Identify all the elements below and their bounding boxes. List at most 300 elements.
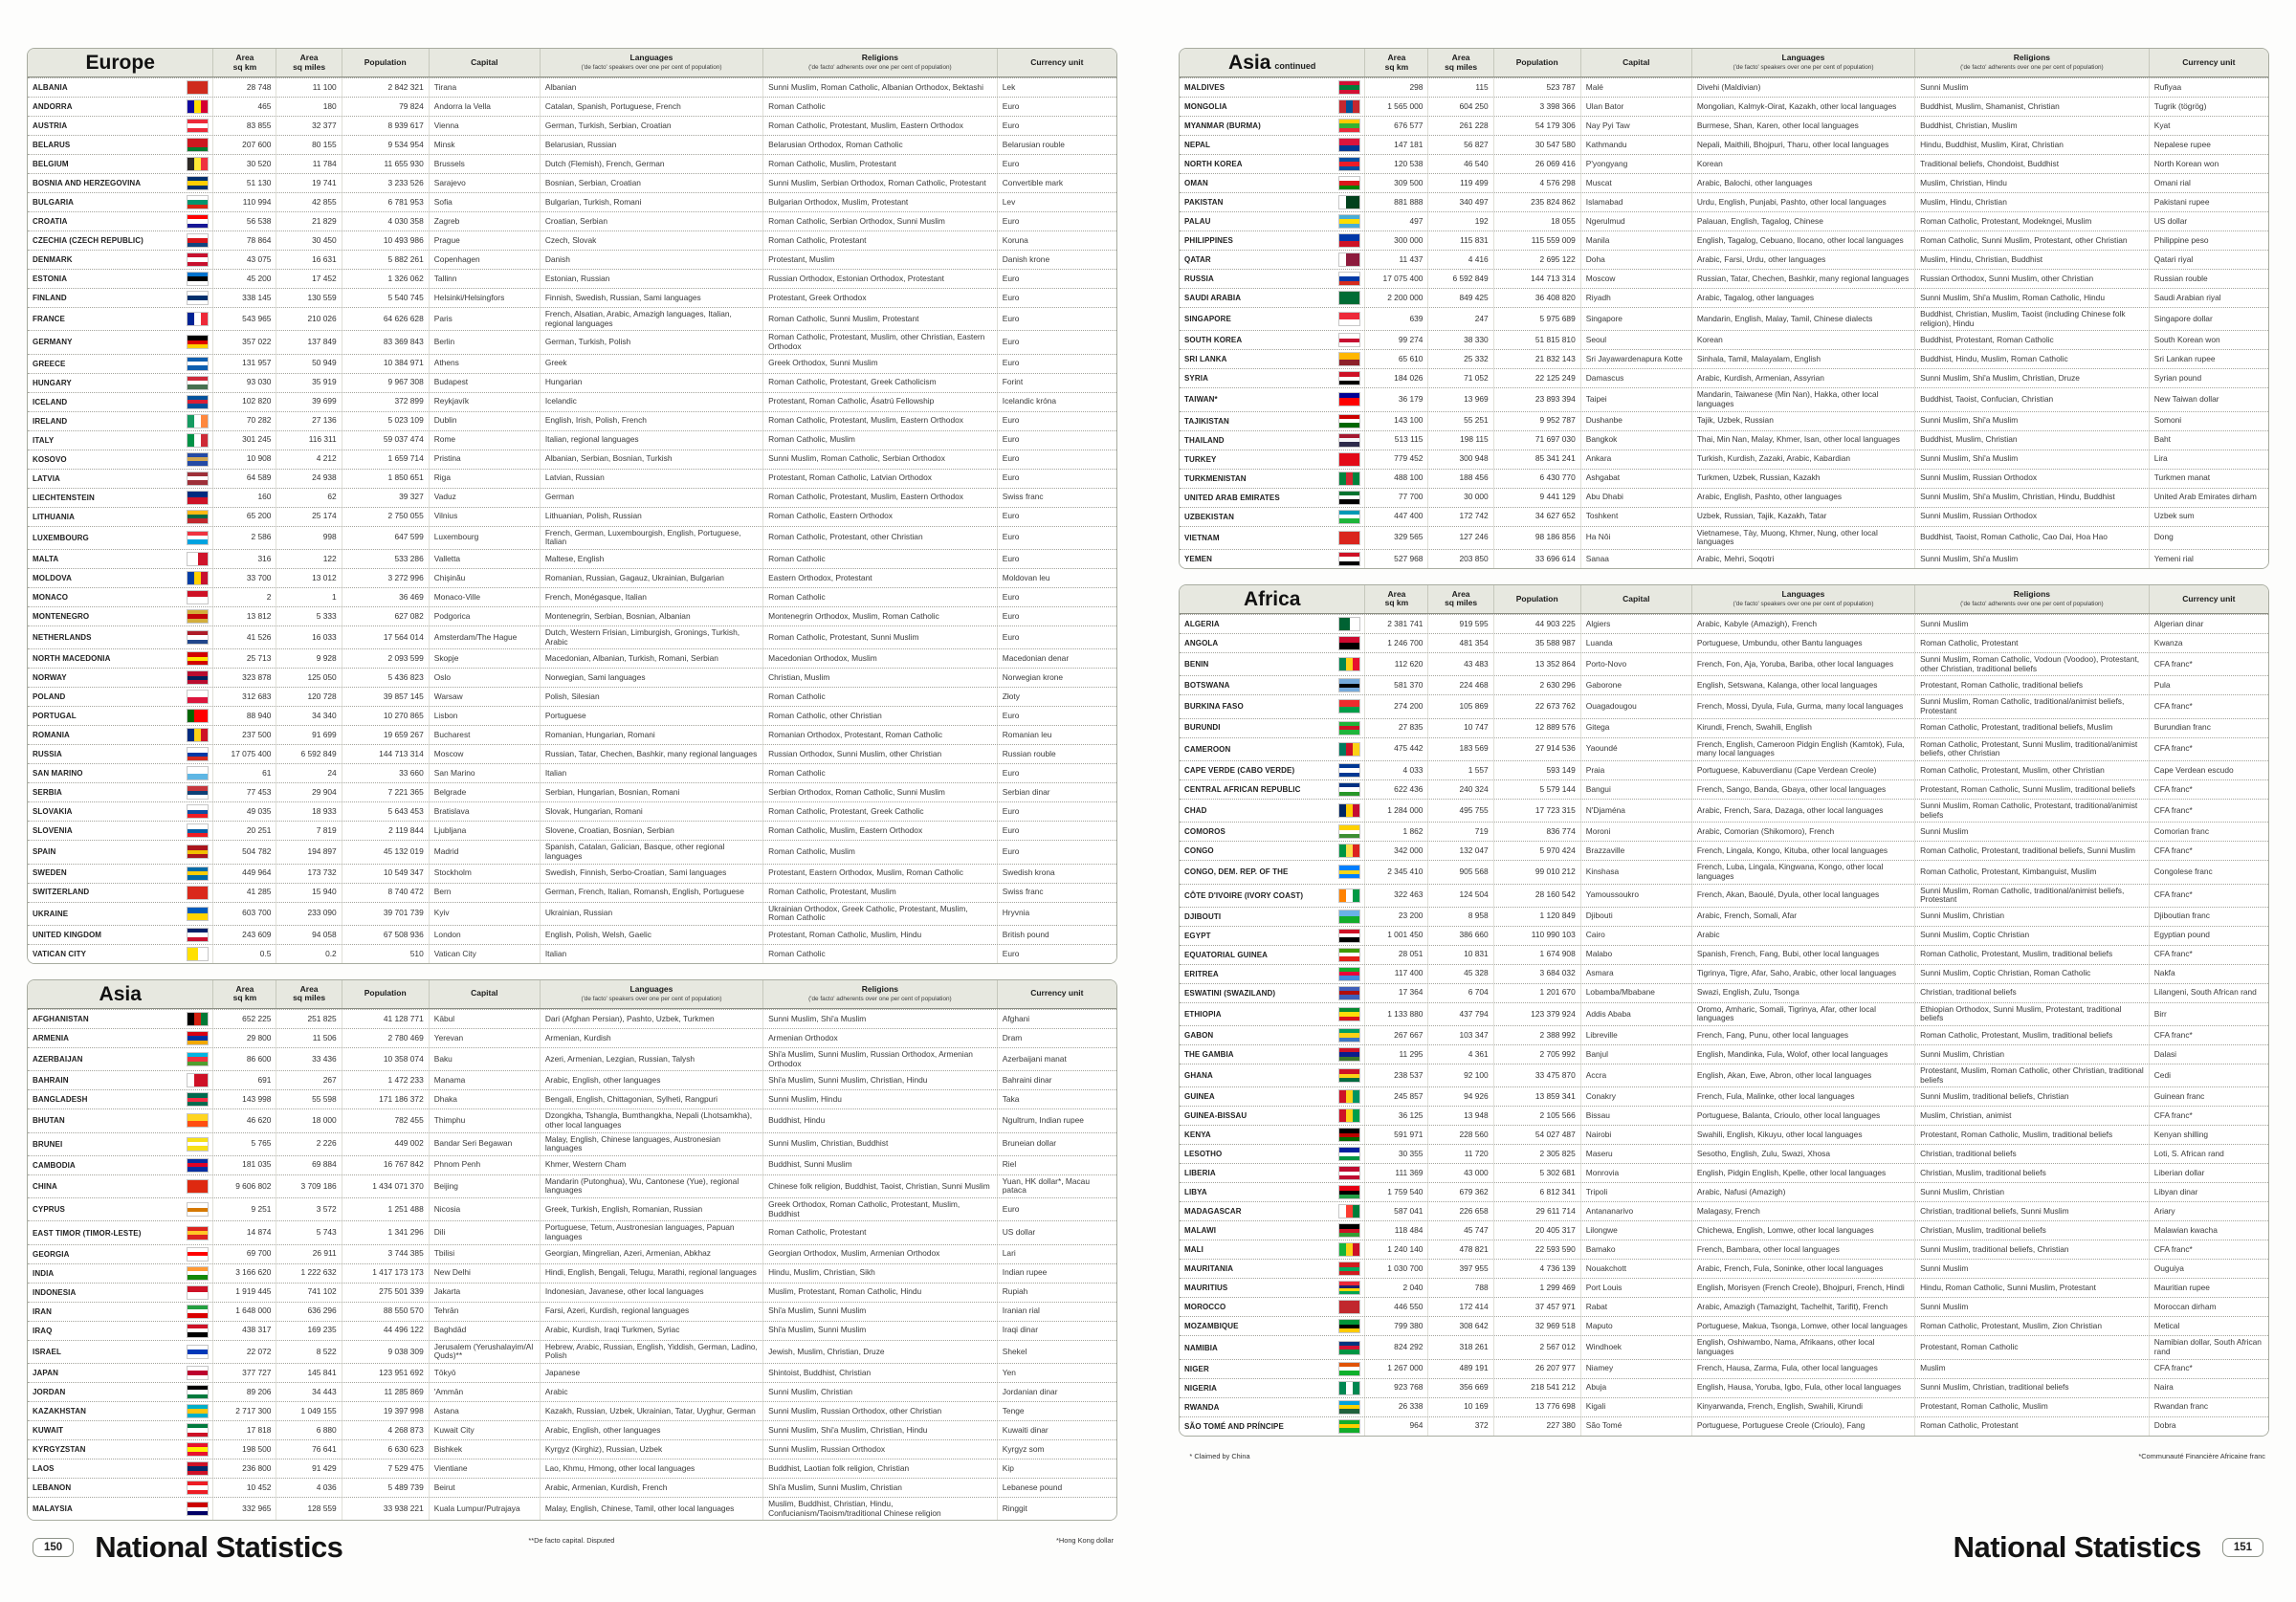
cell-religions: Christian, Muslim [762, 669, 997, 687]
cell-currency: Birr [2149, 1003, 2268, 1025]
table-row [28, 687, 1116, 706]
country-name: TURKMENISTAN [1184, 473, 1247, 483]
cell-religions: Roman Catholic, Eastern Orthodox [762, 508, 997, 526]
cell-capital: Rome [429, 431, 540, 450]
cell-country-name [1180, 412, 1364, 430]
cell-country-name [28, 231, 212, 250]
cell-capital: Malabo [1580, 946, 1691, 964]
region-title-suffix: continued [1274, 61, 1316, 71]
country-name: LESOTHO [1184, 1150, 1223, 1159]
col-header-languages-label: Languages [629, 984, 673, 995]
cell-area-sqmiles: 13 969 [1427, 388, 1492, 410]
cell-languages: Estonian, Russian [540, 270, 762, 288]
cell-currency: Serbian dinar [997, 783, 1116, 801]
cell-area-sqmiles: 21 829 [276, 212, 341, 230]
cell-country-name [28, 508, 212, 526]
flag-icon [188, 415, 208, 428]
cell-area-sqmiles: 247 [1427, 308, 1492, 330]
cell-area-sqkm: 1 133 880 [1364, 1003, 1427, 1025]
cell-currency: Iraqi dinar [997, 1322, 1116, 1340]
table-row [1180, 1002, 2268, 1025]
cell-currency: Indian rupee [997, 1264, 1116, 1283]
cell-languages: Kazakh, Russian, Uzbek, Ukrainian, Tatar, Uyghur, German [540, 1402, 762, 1420]
cell-religions: Macedonian Orthodox, Muslim [762, 649, 997, 668]
cell-area-sqmiles: 198 115 [1427, 431, 1492, 450]
cell-area-sqkm: 338 145 [212, 289, 276, 307]
cell-country-name [28, 489, 212, 507]
cell-area-sqkm: 1 284 000 [1364, 800, 1427, 822]
country-name: ANGOLA [1184, 638, 1219, 647]
cell-religions: Roman Catholic, Protestant, other Christian [762, 527, 997, 549]
table-row [1180, 907, 2268, 926]
col-header-religions [1914, 49, 2149, 77]
cell-area-sqkm: 9 606 802 [212, 1175, 276, 1197]
cell-area-sqkm: 11 437 [1364, 251, 1427, 269]
table-row [1180, 116, 2268, 135]
cell-languages: Sesotho, English, Zulu, Swazi, Xhosa [1691, 1145, 1914, 1163]
cell-area-sqmiles: 251 825 [276, 1010, 341, 1028]
cell-capital: Lobamba/Mbabane [1580, 984, 1691, 1002]
table-row [28, 883, 1116, 902]
cell-languages: French, Fula, Malinke, other local languages [1691, 1087, 1914, 1106]
table-row [1180, 154, 2268, 173]
cell-country-name [1180, 350, 1364, 368]
table-header-row [1180, 585, 2268, 614]
country-name: RUSSIA [33, 750, 62, 759]
cell-religions: Roman Catholic [762, 764, 997, 782]
cell-religions: Muslim, Hindu, Christian [1914, 193, 2149, 211]
cell-area-sqkm: 147 181 [1364, 136, 1427, 154]
cell-area-sqmiles: 478 821 [1427, 1240, 1492, 1259]
cell-area-sqmiles: 45 747 [1427, 1221, 1492, 1240]
cell-religions: Eastern Orthodox, Protestant [762, 569, 997, 587]
cell-country-name [1180, 1298, 1364, 1316]
cell-area-sqkm: 2 345 410 [1364, 861, 1427, 883]
cell-currency: Lev [997, 193, 1116, 211]
cell-country-name [28, 155, 212, 173]
table-row [1180, 1220, 2268, 1240]
cell-capital: Bratislava [429, 802, 540, 821]
cell-languages: Nepali, Maithili, Bhojpuri, Tharu, other local languages [1691, 136, 1914, 154]
cell-country-name [1180, 965, 1364, 983]
cell-religions: Christian, traditional beliefs [1914, 984, 2149, 1002]
cell-population: 20 405 317 [1493, 1221, 1580, 1240]
cell-area-sqkm: 77 700 [1364, 489, 1427, 507]
cell-currency: Naira [2149, 1379, 2268, 1397]
cell-area-sqmiles: 2 226 [276, 1133, 341, 1155]
cell-currency: Pakistani rupee [2149, 193, 2268, 211]
cell-area-sqkm: 543 965 [212, 308, 276, 330]
cell-area-sqkm: 309 500 [1364, 174, 1427, 192]
cell-population: 1 326 062 [342, 270, 429, 288]
country-name: THAILAND [1184, 435, 1225, 445]
cell-capital: N'Djaména [1580, 800, 1691, 822]
cell-languages: French, Hausa, Zarma, Fula, other local languages [1691, 1360, 1914, 1378]
cell-religions: Roman Catholic, Protestant, traditional beliefs, Sunni Muslim [1914, 842, 2149, 860]
cell-country-name [1180, 1126, 1364, 1144]
cell-languages: Danish [540, 251, 762, 269]
cell-area-sqkm: 77 453 [212, 783, 276, 801]
cell-languages: English, Akan, Ewe, Abron, other local languages [1691, 1064, 1914, 1086]
cell-currency: Euro [997, 289, 1116, 307]
table-header-row [28, 980, 1116, 1009]
cell-population: 523 787 [1493, 78, 1580, 97]
cell-population: 3 233 526 [342, 174, 429, 192]
cell-religions: Buddhist, Muslim, Christian [1914, 431, 2149, 450]
country-name: TURKEY [1184, 454, 1217, 464]
country-name: PHILIPPINES [1184, 235, 1233, 245]
cell-country-name [1180, 927, 1364, 945]
country-name: NIGER [1184, 1364, 1209, 1373]
flag-icon [1339, 1109, 1359, 1122]
cell-country-name [28, 450, 212, 469]
cell-country-name [1180, 634, 1364, 652]
table-row [1180, 926, 2268, 945]
cell-country-name [28, 884, 212, 902]
flag-icon [1339, 453, 1359, 466]
cell-currency: Algerian dinar [2149, 615, 2268, 633]
country-name: NORTH KOREA [1184, 159, 1243, 168]
col-header-languages-label: Languages [629, 53, 673, 63]
cell-area-sqmiles: 173 732 [276, 865, 341, 883]
table-row [1180, 269, 2268, 288]
cell-country-name [1180, 527, 1364, 549]
cell-country-name [1180, 289, 1364, 307]
table-row [1180, 488, 2268, 507]
table-row [28, 192, 1116, 211]
country-name: ANDORRA [33, 101, 73, 111]
flag-icon [1339, 177, 1359, 189]
cell-area-sqkm: 1 246 700 [1364, 634, 1427, 652]
cell-languages: Spanish, French, Fang, Bubi, other local languages [1691, 946, 1914, 964]
cell-population: 593 149 [1493, 761, 1580, 779]
cell-capital: Malé [1580, 78, 1691, 97]
cell-languages: Sinhala, Tamil, Malayalam, English [1691, 350, 1914, 368]
cell-religions: Sunni Muslim [1914, 78, 2149, 97]
cell-population: 17 723 315 [1493, 800, 1580, 822]
cell-capital: Toshkent [1580, 508, 1691, 526]
col-header-capital [1580, 49, 1691, 77]
footer-title: National Statistics [1953, 1530, 2201, 1564]
col-header-religions-label: Religions [2013, 589, 2051, 600]
cell-area-sqmiles: 226 658 [1427, 1202, 1492, 1220]
cell-currency: Philippine peso [2149, 231, 2268, 250]
cell-languages: Tigrinya, Tigre, Afar, Saho, Arabic, other local languages [1691, 965, 1914, 983]
cell-languages: Divehi (Maldivian) [1691, 78, 1914, 97]
cell-currency: Euro [997, 98, 1116, 116]
page-right [1179, 48, 2269, 1578]
cell-area-sqmiles: 105 869 [1427, 695, 1492, 717]
cell-capital: Helsinki/Helsingfors [429, 289, 540, 307]
table-row [1180, 469, 2268, 488]
cell-country-name [1180, 823, 1364, 841]
cell-area-sqmiles: 11 720 [1427, 1145, 1492, 1163]
cell-area-sqmiles: 24 [276, 764, 341, 782]
cell-area-sqkm: 10 452 [212, 1479, 276, 1497]
cell-area-sqkm: 245 857 [1364, 1087, 1427, 1106]
col-header-currency [2149, 585, 2268, 613]
flag-icon [1339, 866, 1359, 878]
cell-capital: Monaco-Ville [429, 588, 540, 606]
cell-population: 275 501 339 [342, 1284, 429, 1302]
cell-country-name [28, 745, 212, 763]
cell-capital: Seoul [1580, 331, 1691, 349]
country-name: MYANMAR (BURMA) [1184, 121, 1261, 130]
table-row [1180, 822, 2268, 841]
cell-currency: Tenge [997, 1402, 1116, 1420]
cell-country-name [28, 308, 212, 330]
country-name: ERITREA [1184, 969, 1219, 978]
flag-icon [188, 887, 208, 899]
cell-area-sqmiles: 94 926 [1427, 1087, 1492, 1106]
cell-languages: Portuguese, Kabuverdianu (Cape Verdean Creole) [1691, 761, 1914, 779]
cell-capital: Antananarivo [1580, 1202, 1691, 1220]
country-name: CONGO, DEM. REP. OF THE [1184, 867, 1289, 877]
flag-icon [1339, 1048, 1359, 1061]
cell-languages: Arabic, English, other languages [540, 1421, 762, 1439]
cell-population: 9 534 954 [342, 136, 429, 154]
table-row [28, 902, 1116, 925]
cell-religions: Muslim, Christian, animist [1914, 1107, 2149, 1125]
cell-currency: Congolese franc [2149, 861, 2268, 883]
flag-icon [1339, 1363, 1359, 1375]
cell-religions: Protestant, Roman Catholic, Muslim, Hindu [762, 926, 997, 944]
flag-icon [188, 1053, 208, 1065]
cell-languages: Icelandic [540, 393, 762, 411]
table-row [1180, 1397, 2268, 1416]
cell-currency: Ringgit [997, 1498, 1116, 1520]
cell-country-name [28, 926, 212, 944]
cell-languages: Russian, Tatar, Chechen, Bashkir, many regional languages [540, 745, 762, 763]
cell-area-sqmiles: 4 212 [276, 450, 341, 469]
cell-capital: Madrid [429, 841, 540, 863]
flag-icon [188, 1074, 208, 1086]
cell-country-name [1180, 1336, 1364, 1358]
cell-religions: Roman Catholic, Protestant, Muslim, Zion Christian [1914, 1317, 2149, 1335]
cell-country-name [1180, 508, 1364, 526]
cell-currency: Mauritian rupee [2149, 1279, 2268, 1297]
cell-religions: Sunni Muslim, traditional beliefs, Christian [1914, 1087, 2149, 1106]
cell-religions: Georgian Orthodox, Muslim, Armenian Orthodox [762, 1245, 997, 1263]
country-name: SYRIA [1184, 374, 1208, 384]
cell-currency: Azerbaijani manat [997, 1048, 1116, 1070]
cell-currency: Shekel [997, 1341, 1116, 1363]
cell-area-sqmiles: 25 174 [276, 508, 341, 526]
cell-currency: Dalasi [2149, 1045, 2268, 1064]
cell-country-name [28, 1440, 212, 1459]
cell-capital: Ha Nôi [1580, 527, 1691, 549]
col-header-religions-label: Religions [861, 984, 899, 995]
cell-area-sqmiles: 194 897 [276, 841, 341, 863]
cell-country-name [1180, 470, 1364, 488]
flag-icon [1339, 1129, 1359, 1141]
cell-religions: Sunni Muslim [1914, 823, 2149, 841]
cell-languages: Palauan, English, Tagalog, Chinese [1691, 212, 1914, 230]
cell-area-sqmiles: 679 362 [1427, 1183, 1492, 1201]
flag-icon [188, 1405, 208, 1417]
cell-area-sqmiles: 308 642 [1427, 1317, 1492, 1335]
cell-capital: Jakarta [429, 1284, 540, 1302]
cell-languages: Georgian, Mingrelian, Azeri, Armenian, Abkhaz [540, 1245, 762, 1263]
cell-population: 13 776 698 [1493, 1398, 1580, 1416]
country-name: KOSOVO [33, 454, 67, 464]
cell-religions: Roman Catholic, Protestant, Greek Catholic [762, 802, 997, 821]
flag-icon [1339, 930, 1359, 942]
cell-religions: Sunni Muslim, Christian [1914, 908, 2149, 926]
cell-population: 33 475 870 [1493, 1064, 1580, 1086]
cell-religions: Romanian Orthodox, Protestant, Roman Catholic [762, 726, 997, 744]
cell-population: 44 496 122 [342, 1322, 429, 1340]
cell-religions: Belarusian Orthodox, Roman Catholic [762, 136, 997, 154]
table-row [1180, 97, 2268, 116]
flag-icon [1339, 743, 1359, 756]
cell-languages: Slovene, Croatian, Bosnian, Serbian [540, 822, 762, 840]
col-header-religions-label: Religions [861, 53, 899, 63]
flag-icon [1339, 1029, 1359, 1042]
cell-religions: Buddhist, Taoist, Confucian, Christian [1914, 388, 2149, 410]
flag-icon [1339, 722, 1359, 735]
cell-currency: Swedish krona [997, 865, 1116, 883]
cell-languages: Greek [540, 355, 762, 373]
country-name: PAKISTAN [1184, 197, 1224, 207]
cell-area-sqkm: 120 538 [1364, 155, 1427, 173]
cell-population: 39 701 739 [342, 903, 429, 925]
cell-country-name [1180, 231, 1364, 250]
country-name: BELGIUM [33, 159, 69, 168]
cell-population: 22 125 249 [1493, 369, 1580, 387]
cell-population: 64 626 628 [342, 308, 429, 330]
cell-area-sqkm: 118 484 [1364, 1221, 1427, 1240]
table-row [28, 211, 1116, 230]
cell-country-name [28, 588, 212, 606]
cell-area-sqmiles: 489 191 [1427, 1360, 1492, 1378]
cell-area-sqkm: 17 364 [1364, 984, 1427, 1002]
country-name: ROMANIA [33, 731, 70, 740]
cell-religions: Roman Catholic, Protestant [1914, 634, 2149, 652]
cell-population: 83 369 843 [342, 331, 429, 353]
flag-icon [188, 336, 208, 348]
cell-currency: Euro [997, 431, 1116, 450]
table-row [28, 625, 1116, 648]
cell-area-sqkm: 111 369 [1364, 1164, 1427, 1182]
cell-area-sqmiles: 43 000 [1427, 1164, 1492, 1182]
table-row [28, 668, 1116, 687]
flag-icon [188, 805, 208, 818]
cell-languages: Finnish, Swedish, Russian, Sami languages [540, 289, 762, 307]
cell-religions: Sunni Muslim, Christian [762, 1383, 997, 1401]
cell-area-sqkm: 581 370 [1364, 676, 1427, 694]
cell-religions: Buddhist, Hindu, Muslim, Roman Catholic [1914, 350, 2149, 368]
cell-country-name [1180, 136, 1364, 154]
cell-population: 18 055 [1493, 212, 1580, 230]
cell-religions: Roman Catholic, Muslim, Protestant [762, 155, 997, 173]
cell-country-name [28, 136, 212, 154]
cell-capital: Vatican City [429, 945, 540, 963]
table-row [28, 1047, 1116, 1070]
cell-country-name [1180, 719, 1364, 737]
cell-area-sqmiles: 8 522 [276, 1341, 341, 1363]
cell-currency: Afghani [997, 1010, 1116, 1028]
cell-languages: Arabic, English, Pashto, other languages [1691, 489, 1914, 507]
cell-population: 1 341 296 [342, 1221, 429, 1243]
cell-area-sqmiles: 130 559 [276, 289, 341, 307]
cell-currency: Qatari riyal [2149, 251, 2268, 269]
cell-religions: Sunni Muslim, Roman Catholic, Serbian Orthodox [762, 450, 997, 469]
table-row [1180, 652, 2268, 675]
flag-icon [1339, 1282, 1359, 1294]
country-name: KUWAIT [33, 1425, 64, 1435]
col-header-currency-label: Currency unit [1030, 988, 1084, 999]
cell-country-name [1180, 1003, 1364, 1025]
cell-area-sqkm: 527 968 [1364, 550, 1427, 568]
cell-religions: Sunni Muslim, Shi'a Muslim [1914, 450, 2149, 469]
cell-languages: Portuguese, Tetum, Austronesian languages, Papuan languages [540, 1221, 762, 1243]
cell-area-sqmiles: 127 246 [1427, 527, 1492, 549]
region-title-wrap [99, 984, 142, 1004]
cell-currency: Euro [997, 1198, 1116, 1220]
cell-population: 2 105 566 [1493, 1107, 1580, 1125]
cell-area-sqkm: 27 835 [1364, 719, 1427, 737]
table-row [1180, 841, 2268, 860]
col-header-area-sqmiles-sub: sq miles [1445, 598, 1478, 608]
flag-icon [1339, 532, 1359, 544]
col-header-area-sqkm-label: Area [1387, 588, 1406, 599]
cell-religions: Protestant, Roman Catholic, Muslim, traditional beliefs [1914, 1126, 2149, 1144]
cell-area-sqmiles: 636 296 [276, 1303, 341, 1321]
cell-capital: Tallinn [429, 270, 540, 288]
cell-currency: Russian rouble [997, 745, 1116, 763]
cell-country-name [28, 550, 212, 568]
col-header-languages-sub: ('de facto' speakers over one per cent of population) [1733, 64, 1874, 72]
cell-country-name [1180, 738, 1364, 760]
cell-religions: Roman Catholic, Protestant, Muslim, traditional beliefs [1914, 946, 2149, 964]
cell-area-sqmiles: 34 340 [276, 707, 341, 725]
cell-religions: Roman Catholic [762, 945, 997, 963]
cell-religions: Buddhist, Hindu [762, 1109, 997, 1131]
country-name: GERMANY [33, 338, 73, 347]
cell-population: 2 305 825 [1493, 1145, 1580, 1163]
cell-languages: Belarusian, Russian [540, 136, 762, 154]
flag-icon [188, 1227, 208, 1240]
cell-languages: Arabic [540, 1383, 762, 1401]
country-name: BENIN [1184, 660, 1209, 669]
country-name: JAPAN [33, 1368, 59, 1377]
cell-area-sqmiles: 8 958 [1427, 908, 1492, 926]
cell-population: 6 812 341 [1493, 1183, 1580, 1201]
cell-population: 4 268 873 [342, 1421, 429, 1439]
country-name: SÃO TOMÉ AND PRÍNCIPE [1184, 1421, 1284, 1431]
table-row [28, 1439, 1116, 1459]
country-name: KYRGYZSTAN [33, 1444, 86, 1454]
col-header-area-sqkm [212, 49, 276, 77]
col-header-area-sqmiles [1427, 585, 1492, 613]
cell-religions: Greek Orthodox, Sunni Muslim [762, 355, 997, 373]
cell-languages: Polish, Silesian [540, 688, 762, 706]
cell-population: 110 990 103 [1493, 927, 1580, 945]
cell-currency: Guinean franc [2149, 1087, 2268, 1106]
country-name: AZERBAIJAN [33, 1054, 83, 1064]
country-name: IRAN [33, 1306, 52, 1316]
cell-population: 5 970 424 [1493, 842, 1580, 860]
cell-area-sqmiles: 16 631 [276, 251, 341, 269]
cell-area-sqkm: 88 940 [212, 707, 276, 725]
flag-icon [188, 292, 208, 304]
cell-languages: French, Mossi, Dyula, Fula, Gurma, many local languages [1691, 695, 1914, 717]
table-row [1180, 211, 2268, 230]
cell-country-name [1180, 155, 1364, 173]
cell-currency: Ariary [2149, 1202, 2268, 1220]
cell-country-name [1180, 885, 1364, 907]
